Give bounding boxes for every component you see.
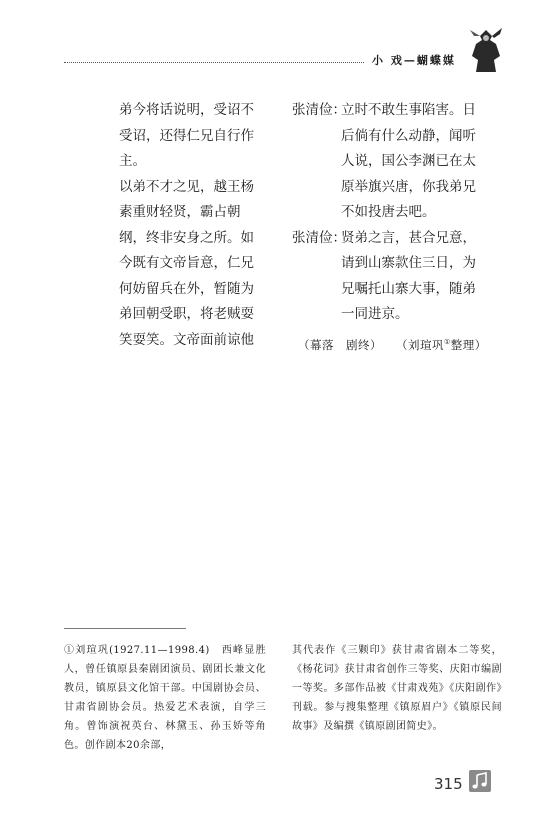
- text-line: 纲，终非安身之所。如: [119, 229, 254, 246]
- footnote-marker: ①: [444, 337, 451, 346]
- text-line: 立时不敢生事陷害。日: [341, 102, 476, 118]
- text-line: 笑耍笑。文帝面前谅他: [119, 331, 254, 348]
- text-line: 素重财轻贤，霸占朝: [119, 204, 241, 220]
- page-number: 315: [434, 775, 463, 793]
- text-line: 不如投唐去吧。: [341, 204, 436, 220]
- ending-line: [298, 330, 502, 359]
- text-line: 请到山寨款住三日，为: [341, 255, 476, 271]
- text-line: 贤弟之言，甚合兄意，: [341, 229, 476, 246]
- text-line: 原举旗兴唐，你我弟兄: [341, 178, 476, 195]
- text-line: 今既有文帝旨意，仁兄: [119, 255, 254, 271]
- dialogue-block: [292, 98, 502, 226]
- speaker-label: 张清俭：: [292, 102, 346, 118]
- footnote-right: 其代表作《三颗印》获甘肃省剧本二等奖，《杨花词》获甘肃省创作三等奖、庆阳市编剧一等奖。多部作品被《甘肃戏苑》《庆阳剧作》刊载。参与搜集整理《镇原眉户》《镇原民间故事》及编撰《镇原剧团简史》。: [292, 645, 502, 732]
- header-rule: [64, 62, 364, 63]
- footnote-left: ①刘瑄巩(1927.11—1998.4) 西峰显胜人，曾任镇原县秦剧团演员、剧团长兼文化教员，镇原县文化馆干部。中国剧协会员、甘肃省剧协会员。热爱艺术表演，自学三角。曾饰演祝英台、林黛玉、孙玉娇等角色。创作剧本20余部，: [64, 645, 266, 751]
- text-line: 人说，国公李渊已在太: [341, 153, 476, 169]
- credit-note: （刘瑄巩①整理）: [396, 337, 487, 352]
- text-line: 后倘有什么动静，闻听: [341, 127, 476, 144]
- text-line: 兄嘱托山寨大事，随弟: [341, 280, 476, 297]
- text-line: 弟今将话说明，受诏不: [119, 102, 254, 118]
- opera-figure-icon: [466, 26, 506, 76]
- dialogue-text: [341, 98, 502, 226]
- running-header-title: 小 戏—蝴蝶媒: [372, 54, 456, 67]
- text-line: 一同进京。: [341, 306, 409, 322]
- footnote-divider: [64, 628, 186, 629]
- music-note-icon: [469, 770, 491, 792]
- text-line: 何妨留兵在外，暂随为: [119, 280, 254, 297]
- dialogue-text: [341, 226, 502, 328]
- curtain-note: （幕落 剧终）: [298, 337, 382, 352]
- dialogue-block: [292, 226, 502, 328]
- speaker-label: 张清俭：: [292, 229, 346, 246]
- right-text-column: [292, 98, 502, 358]
- text-line: 弟回朝受职，将老贼耍: [119, 306, 254, 322]
- text-line: 受诏，还得仁兄自行作: [119, 127, 254, 144]
- left-text-column: [119, 98, 269, 353]
- text-line: 以弟不才之见，越王杨: [119, 178, 254, 195]
- text-line: 主。: [119, 153, 146, 169]
